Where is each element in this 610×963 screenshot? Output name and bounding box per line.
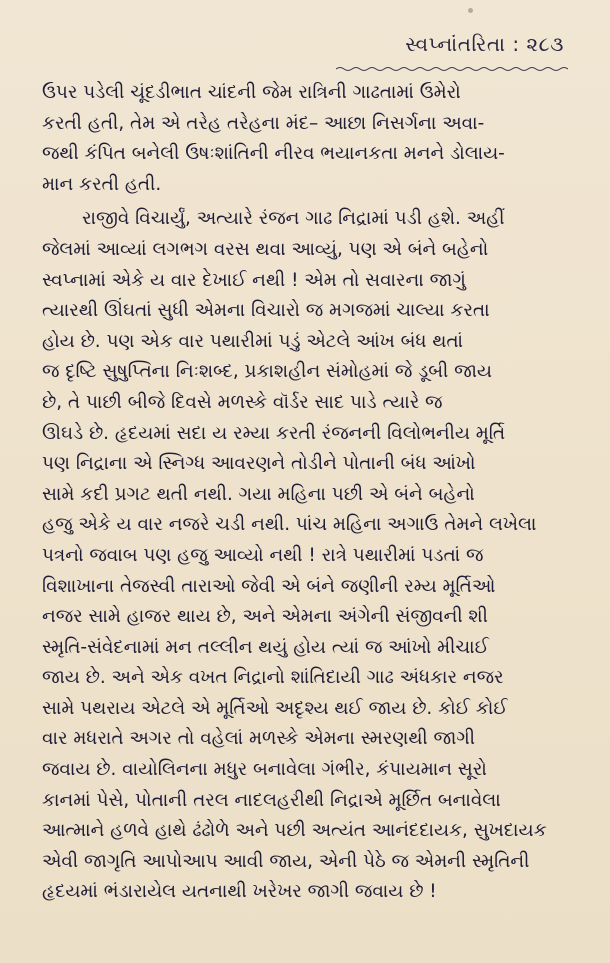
text-line: કરતી હતી, તેમ એ તરેહ તરેહના મંદ– આછા નિસર્ગના અવા- (42, 112, 485, 134)
ink-speck (468, 8, 473, 13)
text-line: સ્વપ્નામાં એકે ય વાર દેખાઈ નથી ! એમ તો સવારના જાગું (42, 269, 466, 291)
text-line: હજુ એકે ય વાર નજરે ચડી નથી. પાંચ મહિના અગાઉ તેમને લખેલા (42, 514, 537, 536)
paragraph-1 (42, 78, 578, 200)
text-line: જાય છે. અને એક વખત નિદ્રાનો શાંતિદાયી ગાઢ અંધકાર નજર (42, 667, 504, 689)
text-line: સામે કદી પ્રગટ થતી નથી. ગયા મહિના પછી એ બંને બહેનો (42, 483, 475, 505)
text-line: રાજીવે વિચાર્યું, અત્યારે રંજન ગાઢ નિદ્રામાં પડી હશે. અહીં (82, 208, 505, 230)
text-line: ત્યારથી ઊંઘતાં સુધી એમના વિચારો જ મગજમાં ચાલ્યા કરતા (42, 300, 490, 322)
text-line: વિશાખાના તેજસ્વી તારાઓ જેવી એ બંને જણીની રમ્ય મૂર્તિઓ (42, 575, 496, 597)
text-line: સામે પથરાય એટલે એ મૂર્તિઓ અદૃશ્ય થઈ જાય છે. કોઈ કોઈ (42, 697, 508, 719)
text-line: ઊઘડે છે. હૃદયમાં સદા ય રમ્યા કરતી રંજનની વિલોભનીય મૂર્તિ (42, 422, 506, 444)
text-line: આત્માને હળવે હાથે ઢંઢોળે અને પછી અત્યંત આનંદદાયક, સુખદાયક (42, 820, 547, 842)
text-line: હોય છે. પણ એક વાર પથારીમાં પડું એટલે આંખ બંધ થતાં (42, 330, 464, 352)
text-line: વાર મધરાતે અગર તો વહેલાં મળસ્કે એમના સ્મરણથી જાગી (42, 728, 475, 750)
text-line: એવી જાગૃતિ આપોઆપ આવી જાય, એની પેઠે જ એમની સ્મૃતિની (42, 850, 530, 872)
running-header: સ્વપ્નાંતરિતા : ૨૮૩ (405, 32, 564, 56)
body-text (42, 78, 578, 908)
paragraph-2 (42, 204, 578, 908)
text-line: સ્મૃતિ-સંવેદનામાં મન તલ્લીન થયું હોય ત્યાં જ આંખો મીચાઈ (42, 636, 489, 658)
text-line: જ દૃષ્ટિ સુષુપ્તિના નિઃશબ્દ, પ્રકાશહીન સંમોહમાં જે ડૂબી જાય (42, 361, 492, 383)
text-line: પણ નિદ્રાના એ સ્નિગ્ધ આવરણને તોડીને પોતાની બંધ આંખો (42, 453, 476, 475)
text-line: કાનમાં પેસે, પોતાની તરલ નાદલહરીથી નિદ્રાએ મૂર્છિત બનાવેલા (42, 789, 501, 811)
text-line: જવાય છે. વાયોલિનના મધુર બનાવેલા ગંભીર, કંપાયમાન સૂરો (42, 759, 487, 781)
text-line: હૃદયમાં ભંડારાયેલ યતનાથી ખરેખર જાગી જવાય છે ! (42, 881, 437, 903)
text-line: ઉપર પડેલી ચૂંદડીભાત ચાંદની જેમ રાત્રિની ગાઢતામાં ઉમેરો (42, 82, 461, 103)
header-wavy-rule (336, 66, 568, 72)
text-line: જથી કંપિત બનેલી ઉષઃશાંતિની નીરવ ભયાનકતા મનને ડોલાય- (42, 143, 505, 165)
text-line: માન કરતી હતી. (42, 173, 162, 195)
text-line: પત્રનો જવાબ પણ હજુ આવ્યો નથી ! રાત્રે પથારીમાં પડતાં જ (42, 544, 484, 566)
text-line: છે, તે પાછી બીજે દિવસે મળસ્કે વૉર્ડર સાદ પાડે ત્યારે જ (42, 391, 443, 413)
text-line: નજર સામે હાજર થાય છે, અને એમના અંગેની સંજીવની શી (42, 606, 488, 628)
text-line: જેલમાં આવ્યાં લગભગ વરસ થવા આવ્યું, પણ એ બંને બહેનો (42, 238, 489, 260)
